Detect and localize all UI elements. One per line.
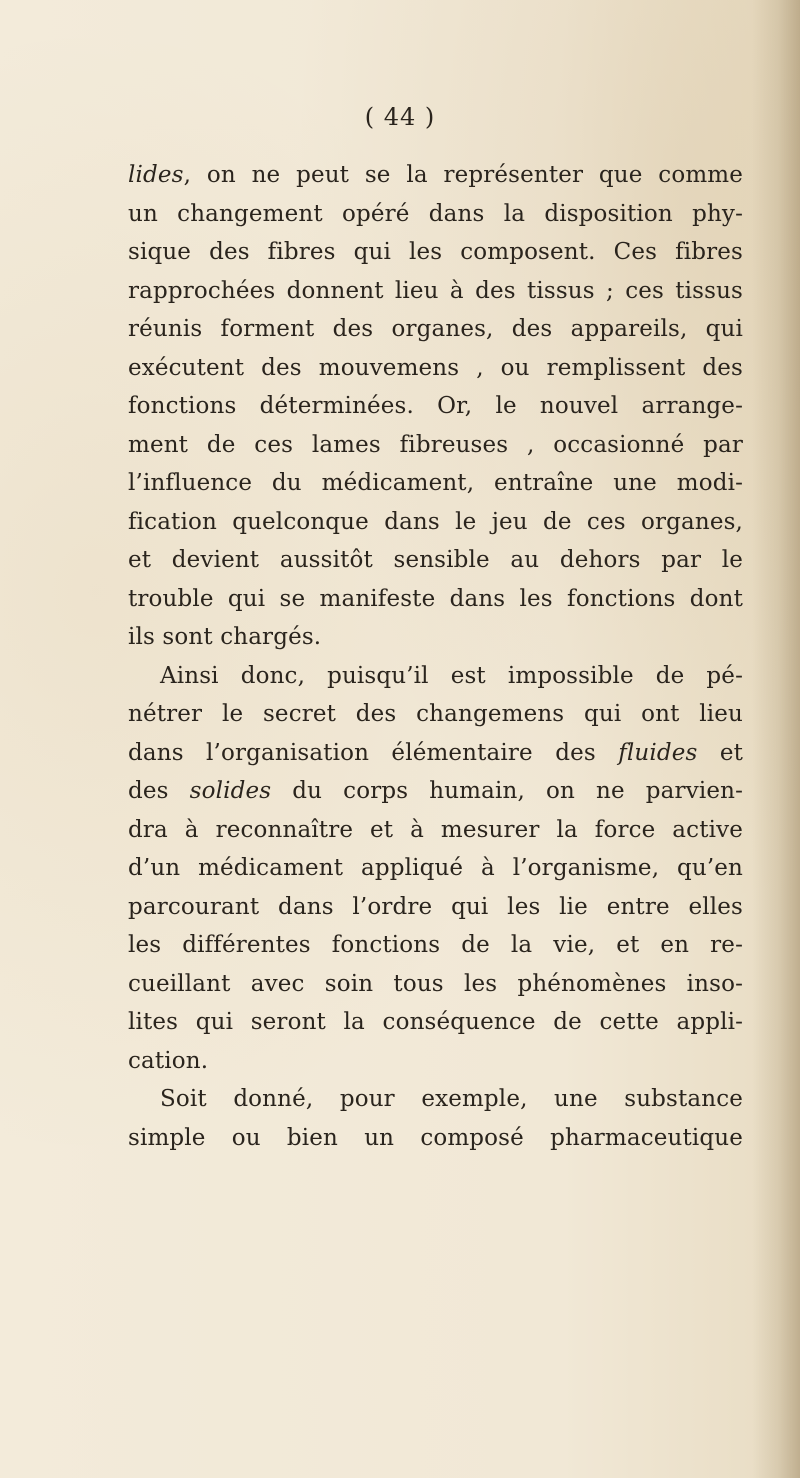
text-line-3: sique des fibres qui les composent. Ces fibres	[128, 239, 743, 265]
page-number: ( 44 )	[364, 103, 436, 131]
text-line-23: lites qui seront la conséquence de cette appli-	[128, 1009, 743, 1035]
text-line-7: fonctions déterminées. Or, le nouvel arrange-	[128, 393, 743, 419]
text-line-22: cueillant avec soin tous les phénomènes inso-	[128, 970, 743, 997]
text-line-4: rapprochées donnent lieu à des tissus ; ces tissus	[128, 277, 743, 304]
italic-word: lides	[128, 162, 184, 188]
text-line-13: ils sont chargés.	[128, 624, 322, 650]
line-text: des	[128, 778, 190, 804]
text-line-9: l’influence du médicament, entraîne une modi-	[128, 470, 743, 496]
line-text: , on ne peut se la représenter que comme	[183, 162, 743, 188]
line-text: dans l’organisation élémentaire des	[128, 739, 619, 766]
text-line-21: les différentes fonctions de la vie, et en re-	[128, 932, 743, 958]
text-line-20: parcourant dans l’ordre qui les lie entre elles	[128, 893, 743, 920]
text-line-26: simple ou bien un composé pharmaceutique	[128, 1124, 743, 1151]
page-edge-shadow	[752, 0, 800, 1478]
text-line-6: exécutent des mouvemens , ou remplissent des	[128, 354, 743, 381]
italic-word-solides: solides	[189, 778, 272, 804]
text-line-5: réunis forment des organes, des appareils, qui	[128, 316, 743, 342]
italic-word-fluides: fluides	[618, 739, 698, 766]
text-line-17	[128, 772, 743, 811]
text-line-10: fication quelconque dans le jeu de ces organes,	[128, 508, 743, 535]
text-line-15: nétrer le secret des changemens qui ont lieu	[128, 701, 743, 727]
text-line-18: dra à reconnaître et à mesurer la force active	[128, 816, 743, 843]
text-line-25: Soit donné, pour exemple, une substance	[160, 1086, 743, 1112]
text-line-12: trouble qui se manifeste dans les fonctions dont	[128, 585, 743, 612]
text-line-16	[128, 734, 743, 773]
text-line-1	[128, 156, 743, 195]
line-text: et	[697, 739, 743, 766]
body-text	[128, 156, 743, 1157]
text-line-24: cation.	[128, 1047, 209, 1074]
line-text: du corps humain, on ne parvien-	[271, 778, 743, 804]
text-line-19: d’un médicament appliqué à l’organisme, qu’en	[128, 855, 743, 881]
text-line-11: et devient aussitôt sensible au dehors par le	[128, 547, 743, 573]
text-line-14: Ainsi donc, puisqu’il est impossible de pé-	[160, 662, 743, 689]
text-line-8: ment de ces lames fibreuses , occasionné par	[128, 431, 743, 458]
text-line-2: un changement opéré dans la disposition phy-	[128, 200, 743, 227]
